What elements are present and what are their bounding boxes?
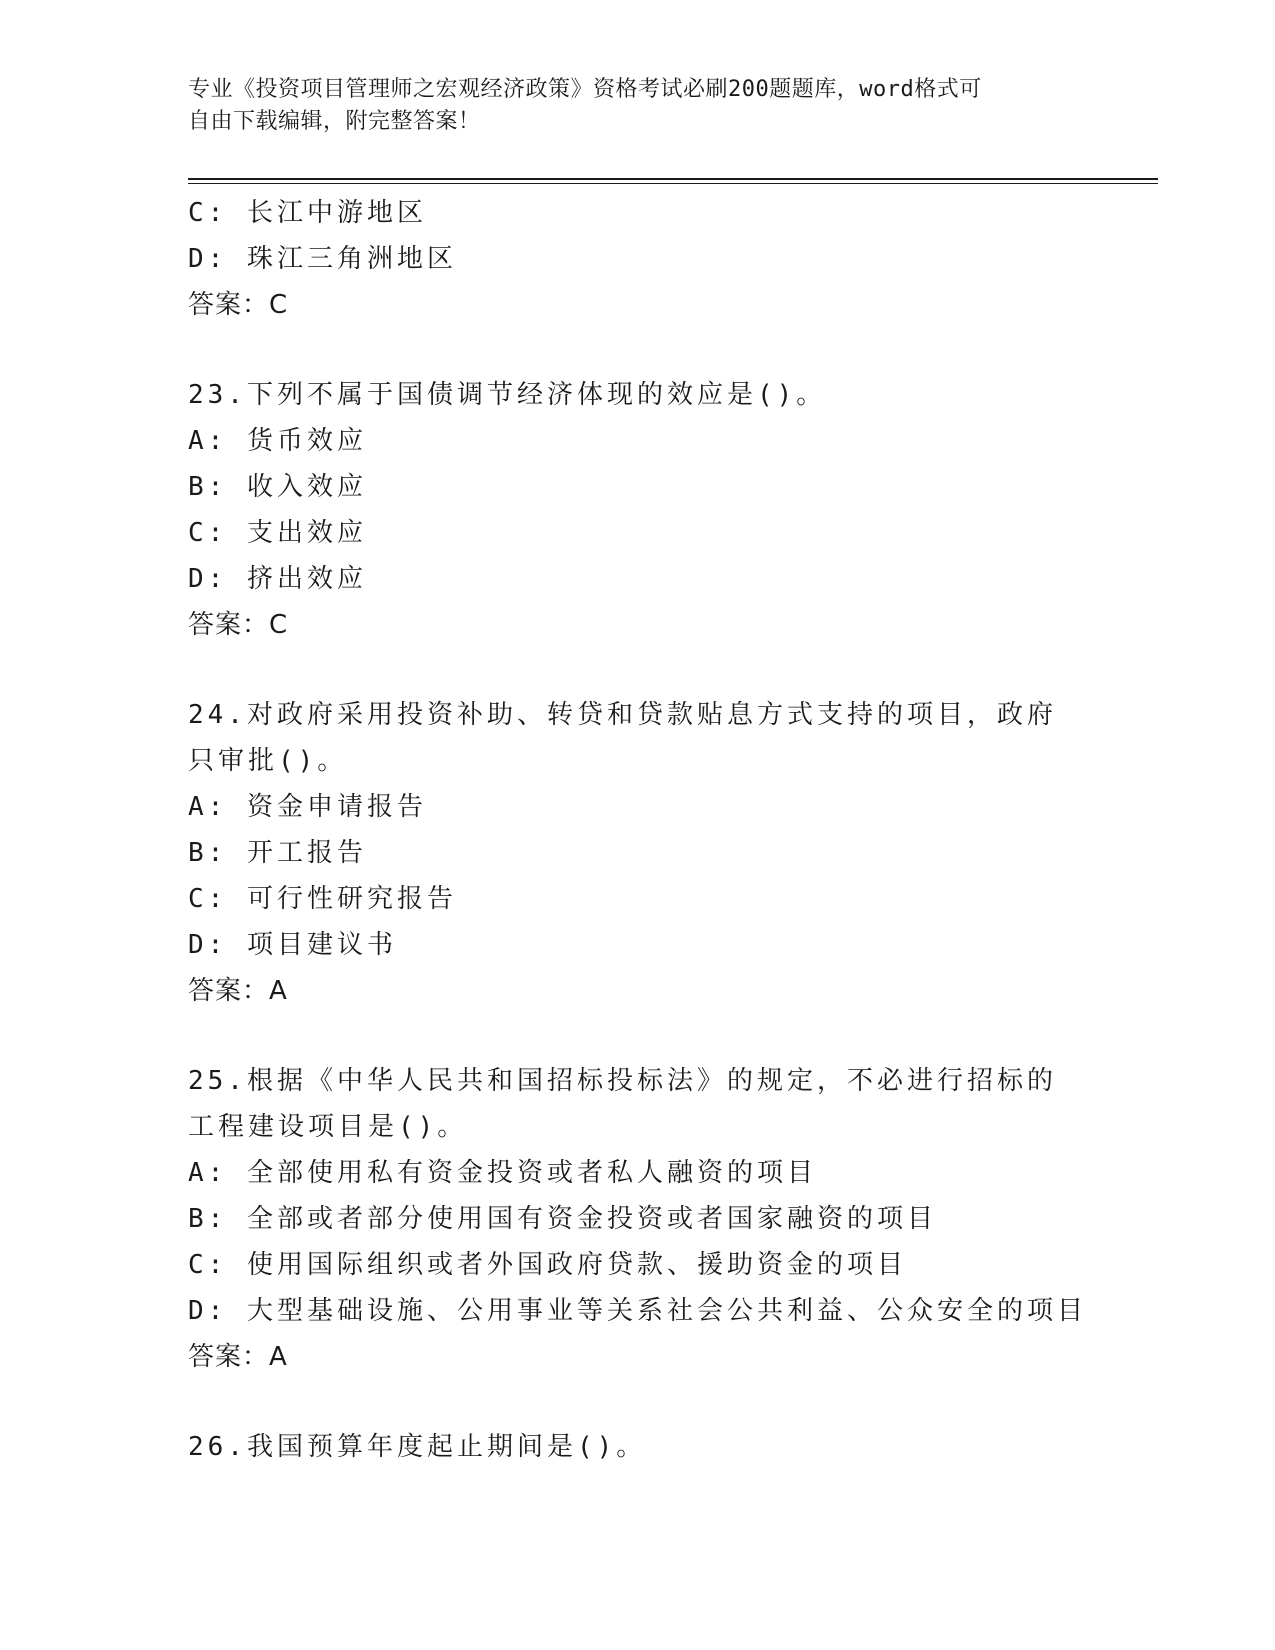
question-block [188, 1058, 1088, 1380]
option-letter: D: [188, 564, 228, 594]
option-a [188, 1150, 1088, 1196]
spacer [188, 648, 1088, 692]
option-letter: C: [188, 198, 228, 228]
header-divider-thick [188, 178, 1158, 180]
option-text: 使用国际组织或者外国政府贷款、援助资金的项目 [246, 1250, 907, 1280]
document-header [188, 74, 1068, 138]
spacer [188, 328, 1088, 372]
question-block [188, 1424, 1088, 1470]
option-letter: A: [188, 1158, 228, 1188]
option-d [188, 236, 1088, 282]
question-stem: 25.根据《中华人民共和国招标投标法》的规定，不必进行招标的工程建设项目是()。 [188, 1066, 1057, 1142]
option-d [188, 556, 1088, 602]
option-text: 大型基础设施、公用事业等关系社会公共利益、公众安全的项目 [246, 1296, 1087, 1326]
option-a [188, 784, 1088, 830]
option-c [188, 876, 1088, 922]
answer-line: 答案：A [188, 976, 288, 1006]
option-text: 支出效应 [246, 518, 367, 548]
question-block [188, 190, 1088, 328]
option-text: 货币效应 [246, 426, 367, 456]
option-b [188, 830, 1088, 876]
option-d [188, 1288, 1088, 1334]
option-letter: A: [188, 426, 228, 456]
option-letter: D: [188, 1296, 228, 1326]
option-text: 长江中游地区 [246, 198, 427, 228]
option-a [188, 418, 1088, 464]
question-stem: 26.我国预算年度起止期间是()。 [188, 1432, 647, 1462]
option-c [188, 1242, 1088, 1288]
answer-line: 答案：A [188, 1342, 288, 1372]
option-d [188, 922, 1088, 968]
option-letter: C: [188, 1250, 228, 1280]
option-letter: A: [188, 792, 228, 822]
question-stem: 24.对政府采用投资补助、转贷和贷款贴息方式支持的项目，政府只审批()。 [188, 700, 1057, 776]
answer-line: 答案：C [188, 610, 289, 640]
option-c [188, 510, 1088, 556]
option-b [188, 464, 1088, 510]
document-body [188, 190, 1088, 1470]
option-text: 挤出效应 [246, 564, 367, 594]
header-line-2: 自由下载编辑，附完整答案！ [188, 109, 481, 134]
option-text: 全部使用私有资金投资或者私人融资的项目 [246, 1158, 817, 1188]
option-letter: B: [188, 1204, 228, 1234]
option-letter: D: [188, 930, 228, 960]
header-line-1: 专业《投资项目管理师之宏观经济政策》资格考试必刷200题题库，word格式可 [188, 77, 982, 102]
question-block [188, 692, 1088, 1014]
option-text: 项目建议书 [246, 930, 397, 960]
option-text: 资金申请报告 [246, 792, 427, 822]
question-stem: 23.下列不属于国债调节经济体现的效应是()。 [188, 380, 827, 410]
option-text: 收入效应 [246, 472, 367, 502]
option-letter: C: [188, 518, 228, 548]
spacer [188, 1380, 1088, 1424]
option-text: 开工报告 [246, 838, 367, 868]
option-text: 全部或者部分使用国有资金投资或者国家融资的项目 [246, 1204, 937, 1234]
option-letter: B: [188, 838, 228, 868]
option-text: 可行性研究报告 [246, 884, 457, 914]
option-letter: B: [188, 472, 228, 502]
spacer [188, 1014, 1088, 1058]
header-divider-thin [188, 183, 1158, 184]
option-letter: C: [188, 884, 228, 914]
answer-line: 答案：C [188, 290, 289, 320]
option-c [188, 190, 1088, 236]
option-letter: D: [188, 244, 228, 274]
question-block [188, 372, 1088, 648]
option-b [188, 1196, 1088, 1242]
option-text: 珠江三角洲地区 [246, 244, 457, 274]
